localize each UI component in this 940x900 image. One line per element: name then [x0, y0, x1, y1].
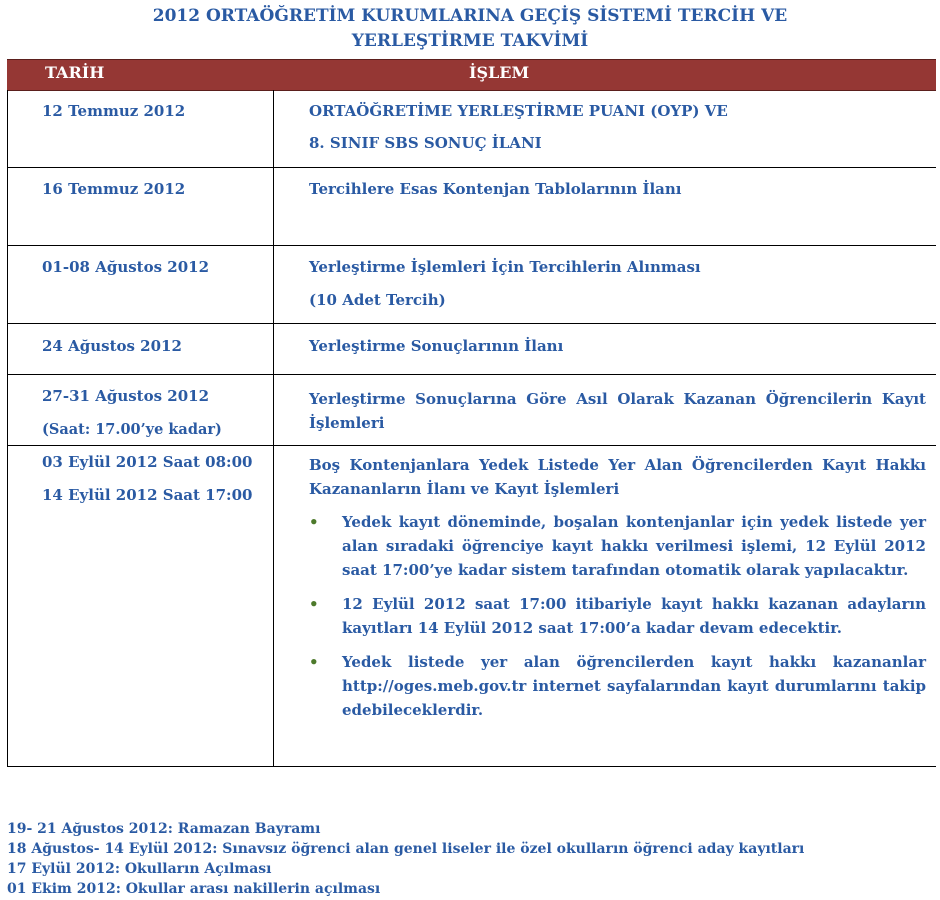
row-date-note: (Saat: 17.00’ye kadar)	[42, 421, 222, 438]
row-operation-line: 8. SINIF SBS SONUÇ İLANI	[309, 134, 542, 152]
row-operation-line: Yerleştirme Sonuçlarının İlanı	[309, 337, 564, 355]
list-item	[309, 592, 926, 640]
title-line-2: YERLEŞTİRME TAKVİMİ	[351, 31, 589, 51]
footnote: 01 Ekim 2012: Okullar arası nakillerin açılması	[7, 881, 381, 897]
row-operation-line: ORTAÖĞRETİME YERLEŞTİRME PUANI (OYP) VE	[309, 102, 728, 120]
title-line-1: 2012 ORTAÖĞRETİM KURUMLARINA GEÇİŞ SİSTEMİ TERCİH VE	[152, 6, 788, 26]
row-operation: Yerleştirme Sonuçlarına Göre Asıl Olarak Kazanan Öğrencilerin Kayıt İşlemleri	[309, 390, 926, 432]
footnote: 18 Ağustos- 14 Eylül 2012: Sınavsız öğrenci alan genel liseler ile özel okulların öğrenci aday kayıtları	[7, 841, 805, 857]
bullet-icon: •	[309, 513, 319, 531]
row-date: 27-31 Ağustos 2012	[42, 387, 210, 405]
bullet-text: Yedek kayıt döneminde, boşalan kontenjanlar için yedek listede yer alan sıradaki öğrenciye kayıt hakkı verilmesi işlemi, 12 Eylül 2012 saat 17:00’ye kadar sistem tarafından otomatik olarak yapılacaktır.	[342, 513, 926, 579]
footnote: 19- 21 Ağustos 2012: Ramazan Bayramı	[7, 821, 321, 837]
bullet-icon: •	[309, 653, 319, 671]
row-operation-line: (10 Adet Tercih)	[309, 291, 446, 309]
bullet-list	[309, 510, 926, 732]
table-header	[7, 59, 936, 91]
row-operation-line: Yerleştirme İşlemleri İçin Tercihlerin Alınması	[309, 258, 701, 276]
row-operation: Boş Kontenjanlara Yedek Listede Yer Alan Öğrencilerden Kayıt Hakkı Kazananların İlanı ve Kayıt İşlemleri	[309, 456, 926, 498]
list-item	[309, 510, 926, 582]
document-title	[0, 4, 940, 54]
row-date: 12 Temmuz 2012	[42, 102, 186, 120]
list-item	[309, 650, 926, 722]
bullet-text: 12 Eylül 2012 saat 17:00 itibariyle kayıt hakkı kazanan adayların kayıtları 14 Eylül 2012 saat 17:00’a kadar devam edecektir.	[342, 595, 926, 637]
header-operation: İŞLEM	[469, 63, 530, 82]
row-date: 01-08 Ağustos 2012	[42, 258, 210, 276]
row-date: 16 Temmuz 2012	[42, 180, 186, 198]
row-operation-line: Tercihlere Esas Kontenjan Tablolarının İlanı	[309, 180, 682, 198]
row-date: 14 Eylül 2012 Saat 17:00	[42, 486, 253, 504]
header-date: TARİH	[45, 63, 105, 82]
row-date: 24 Ağustos 2012	[42, 337, 182, 355]
row-date: 03 Eylül 2012 Saat 08:00	[42, 453, 253, 471]
footnotes	[7, 819, 804, 899]
footnote: 17 Eylül 2012: Okulların Açılması	[7, 861, 272, 877]
bullet-icon: •	[309, 595, 319, 613]
bullet-text: Yedek listede yer alan öğrencilerden kayıt hakkı kazananlar http://oges.meb.gov.tr internet sayfalarından kayıt durumlarını takip edebileceklerdir.	[342, 653, 926, 719]
